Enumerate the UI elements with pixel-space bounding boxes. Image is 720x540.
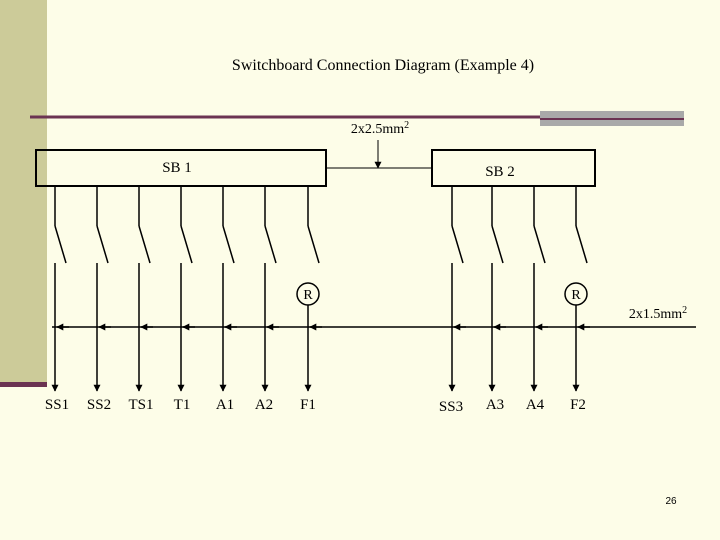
relay-1 xyxy=(297,283,319,305)
circuit-a3 xyxy=(486,186,506,413)
side-bar xyxy=(0,0,47,385)
side-bar-accent xyxy=(0,382,47,387)
circuit-label: F2 xyxy=(570,397,586,413)
switch-blade xyxy=(576,226,587,263)
relay-1-label: R xyxy=(303,288,313,303)
bus-cable-base: 2x1.5mm xyxy=(628,307,683,322)
circuit-label: SS1 xyxy=(44,397,70,413)
bus-cable-sup: 2 xyxy=(682,305,688,316)
switch-blade xyxy=(452,226,463,263)
switch-blade xyxy=(223,226,234,263)
circuit-label: TS1 xyxy=(128,397,154,413)
relay-2 xyxy=(565,283,587,305)
switch-blade xyxy=(139,226,150,263)
circuit-ss1 xyxy=(45,186,69,413)
circuit-label: A4 xyxy=(525,397,545,413)
board-sb1-label: SB 1 xyxy=(162,160,192,176)
circuit-a2 xyxy=(255,186,279,413)
board-cable-base: 2x2.5mm xyxy=(350,122,405,137)
circuit-ts1 xyxy=(128,186,153,413)
page-number: 26 xyxy=(665,496,677,507)
circuit-label: F1 xyxy=(300,397,316,413)
switch-blade xyxy=(492,226,503,263)
switch-blade xyxy=(55,226,66,263)
bus-cable-label xyxy=(629,305,687,322)
switch-blade xyxy=(181,226,192,263)
circuit-label: A2 xyxy=(254,397,274,413)
relay-2-label: R xyxy=(571,288,581,303)
slide-title: Switchboard Connection Diagram (Example 4) xyxy=(231,57,535,74)
switch-blade xyxy=(308,226,319,263)
circuit-label: SS2 xyxy=(86,397,112,413)
circuit-label: A1 xyxy=(215,397,235,413)
circuit-ss3 xyxy=(439,186,466,415)
switch-blade xyxy=(265,226,276,263)
switch-blade xyxy=(534,226,545,263)
circuit-a1 xyxy=(216,186,237,413)
circuit-label: A3 xyxy=(485,397,505,413)
board-cable-label xyxy=(351,120,409,137)
board-cable-sup: 2 xyxy=(404,120,410,131)
circuit-t1 xyxy=(174,186,195,413)
circuit-label: SS3 xyxy=(438,399,464,415)
switch-blade xyxy=(97,226,108,263)
circuit-a4 xyxy=(526,186,548,413)
circuit-ss2 xyxy=(87,186,111,413)
board-sb2-label: SB 2 xyxy=(485,164,515,180)
circuit-label: T1 xyxy=(173,397,191,413)
